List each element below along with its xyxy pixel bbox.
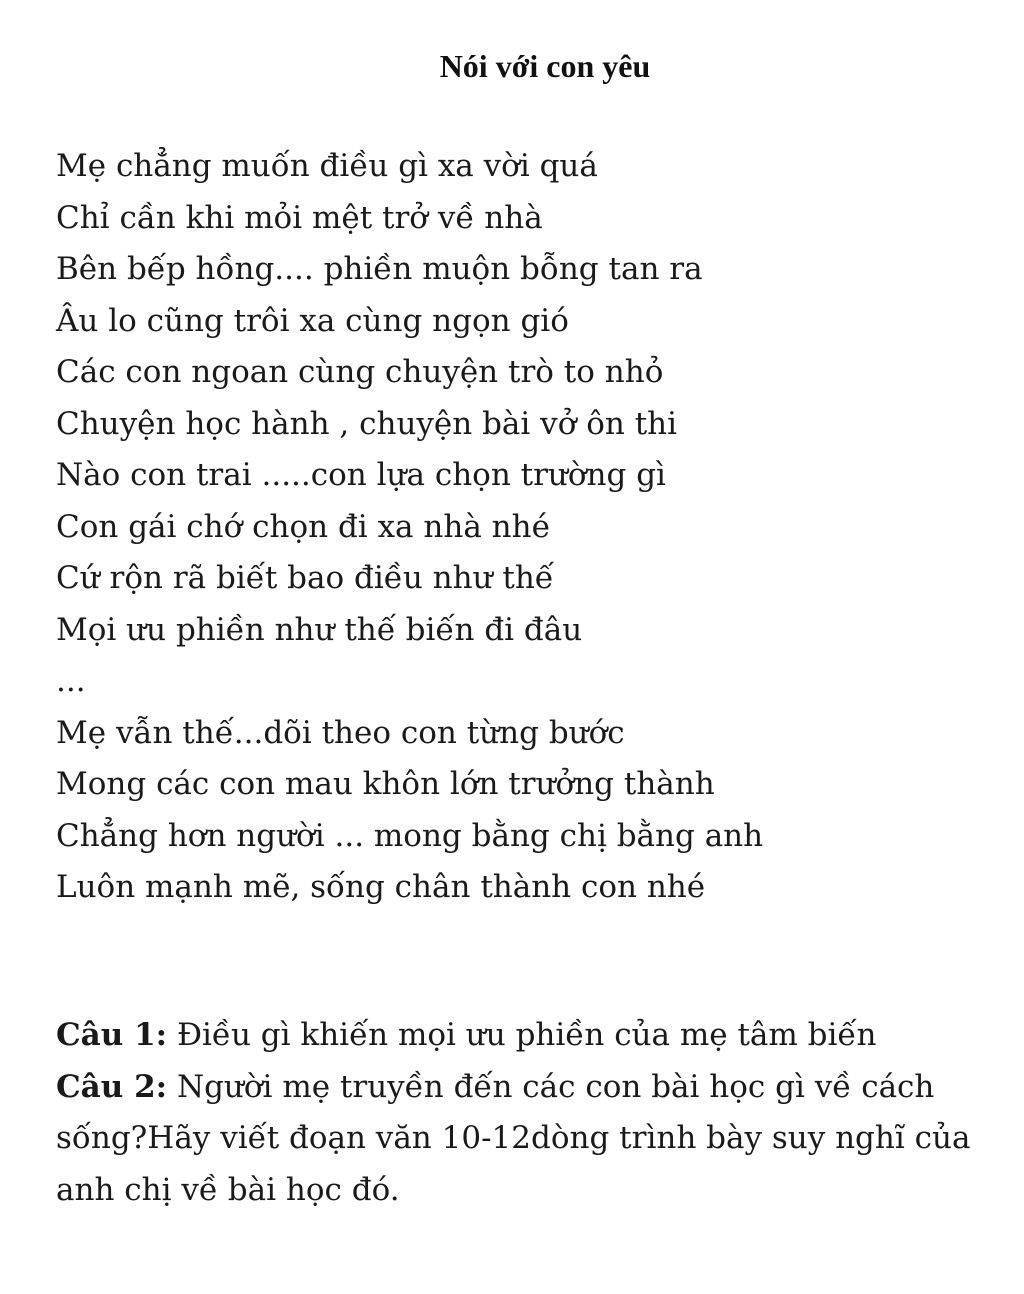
question-1-text: Điều gì khiến mọi ưu phiền của mẹ tâm biến bbox=[167, 1017, 877, 1053]
poem-line: Chỉ cần khi mỏi mệt trở về nhà bbox=[56, 199, 543, 236]
question-1 bbox=[56, 1010, 996, 1062]
poem-line: Mong các con mau khôn lớn trưởng thành bbox=[56, 766, 715, 802]
poem-line: Cứ rộn rã biết bao điều như thế bbox=[56, 560, 554, 596]
poem-ellipsis: ... bbox=[56, 663, 86, 699]
question-2-label: Câu 2: bbox=[56, 1068, 168, 1105]
questions-section bbox=[56, 1010, 996, 1216]
poem-line: Mẹ vẫn thế...dõi theo con từng bước bbox=[56, 714, 625, 751]
question-2-text: Người mẹ truyền đến các con bài học gì về cách sống?Hãy viết đoạn văn 10-12dòng trình bày suy nghĩ của anh chị về bài học đó. bbox=[56, 1068, 971, 1208]
question-1-label: Câu 1: bbox=[56, 1017, 168, 1053]
poem-line: Mọi ưu phiền như thế biến đi đâu bbox=[56, 611, 583, 648]
question-2 bbox=[56, 1062, 996, 1217]
poem-line: Chẳng hơn người ... mong bằng chị bằng anh bbox=[56, 817, 764, 854]
poem-line: Chuyện học hành , chuyện bài vở ôn thi bbox=[56, 405, 678, 442]
poem-line: Mẹ chẳng muốn điều gì xa vời quá bbox=[56, 148, 598, 184]
poem-line: Con gái chớ chọn đi xa nhà nhé bbox=[56, 508, 550, 545]
poem-line: Âu lo cũng trôi xa cùng ngọn gió bbox=[56, 302, 569, 339]
poem-line: Bên bếp hồng.... phiền muộn bỗng tan ra bbox=[56, 251, 703, 287]
document-title: Nói với con yêu bbox=[439, 48, 651, 84]
poem-line: Nào con trai .....con lựa chọn trường gì bbox=[56, 457, 666, 493]
poem-line: Luôn mạnh mẽ, sống chân thành con nhé bbox=[56, 869, 706, 905]
poem-line: Các con ngoan cùng chuyện trò to nhỏ bbox=[56, 354, 664, 390]
poem-body bbox=[56, 141, 996, 914]
